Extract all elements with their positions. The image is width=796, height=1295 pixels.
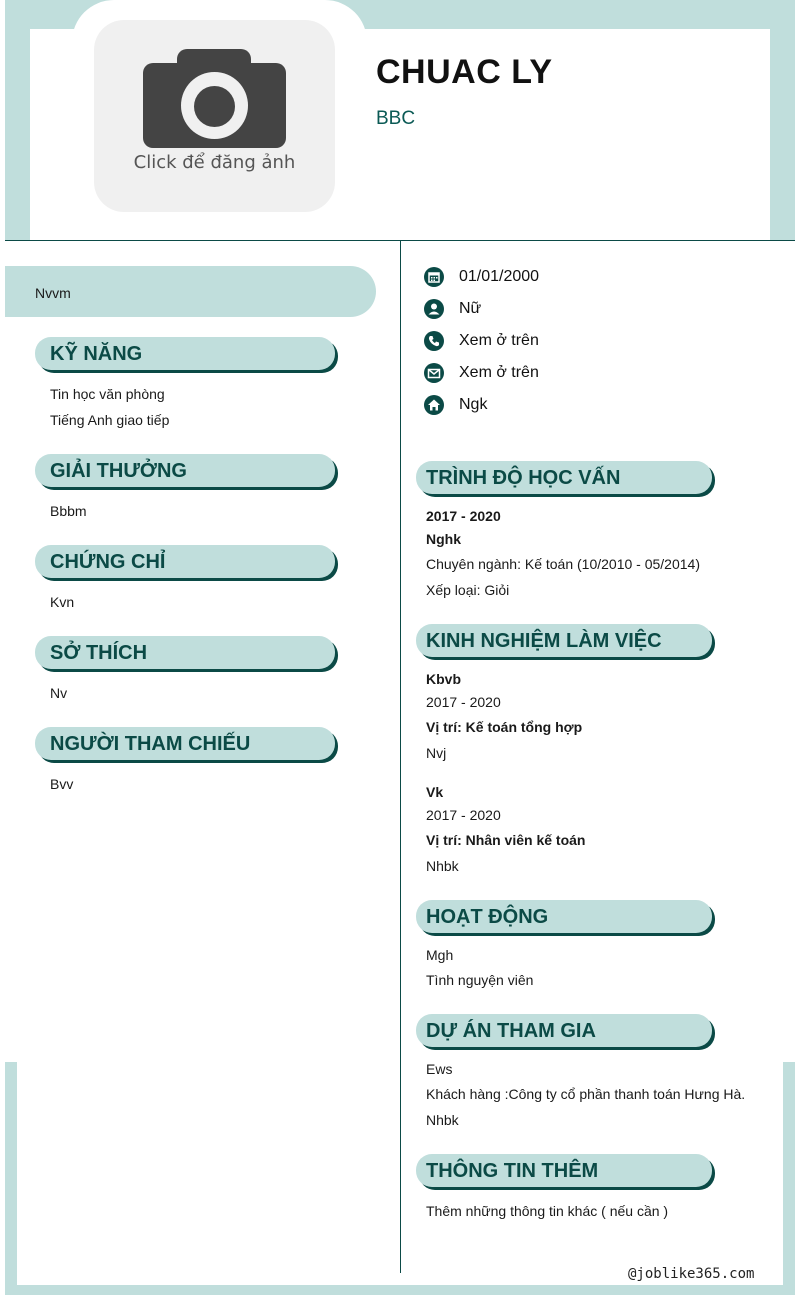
award-item: Bbbm: [50, 503, 87, 519]
home-icon: [424, 395, 444, 415]
education-grade: Xếp loại: Giỏi: [426, 582, 510, 598]
certificate-item: Kvn: [50, 594, 75, 610]
job-company: Kbvb: [426, 671, 461, 687]
education-major: Chuyên ngành: Kế toán (10/2010 - 05/2014): [426, 556, 700, 572]
project-item: Khách hàng :Công ty cổ phần thanh toán Hưng Hà.: [426, 1086, 746, 1102]
section-title: KỸ NĂNG: [50, 343, 143, 365]
section-heading-hobbies: [35, 636, 335, 669]
section-title: THÔNG TIN THÊM: [426, 1160, 599, 1182]
section-heading-awards: [35, 454, 335, 487]
frame-left: [5, 1062, 17, 1295]
section-heading-education: [416, 461, 712, 494]
job-period: 2017 - 2020: [426, 807, 501, 823]
section-heading-projects: [416, 1014, 712, 1047]
section-heading-skills: [35, 337, 335, 370]
job-period: 2017 - 2020: [426, 694, 501, 710]
section-title: CHỨNG CHỈ: [50, 551, 166, 573]
column-divider: [400, 241, 401, 1273]
section-title: TRÌNH ĐỘ HỌC VẤN: [426, 467, 621, 489]
user-icon: [424, 299, 444, 319]
address-text: Ngk: [459, 396, 488, 413]
section-heading-certificates: [35, 545, 335, 578]
candidate-title: BBC: [376, 108, 416, 129]
candidate-name: CHUAC LY: [376, 53, 553, 91]
hobby-item: Nv: [50, 685, 68, 701]
activity-item: Tình nguyện viên: [426, 972, 534, 988]
project-item: Ews: [426, 1061, 453, 1077]
section-title: GIẢI THƯỞNG: [50, 460, 187, 482]
phone-icon: [424, 331, 444, 351]
extra-info-item: Thêm những thông tin khác ( nếu cần ): [426, 1203, 669, 1219]
photo-upload-caption[interactable]: Click để đăng ảnh: [133, 152, 296, 173]
section-title: HOẠT ĐỘNG: [426, 906, 549, 928]
project-item: Nhbk: [426, 1112, 459, 1128]
job-description: Nvj: [426, 745, 447, 761]
section-heading-experience: [416, 624, 712, 657]
section-title: SỞ THÍCH: [50, 642, 148, 664]
camera-lens-inner: [194, 86, 235, 127]
section-title: NGƯỜI THAM CHIẾU: [50, 733, 251, 755]
birthdate-text: 01/01/2000: [459, 268, 540, 285]
gender-text: Nữ: [459, 300, 482, 317]
section-heading-activities: [416, 900, 712, 933]
reference-item: Bvv: [50, 776, 74, 792]
email-text: Xem ở trên: [459, 364, 539, 381]
section-heading-references: [35, 727, 335, 760]
job-position: Vị trí: Kế toán tổng hợp: [426, 719, 583, 735]
calendar-icon: [424, 267, 444, 287]
job-company: Vk: [426, 784, 444, 800]
section-title: KINH NGHIỆM LÀM VIỆC: [426, 630, 662, 652]
skill-item: Tiếng Anh giao tiếp: [50, 412, 170, 428]
email-icon: [424, 363, 444, 383]
activity-item: Mgh: [426, 947, 454, 963]
skill-item: Tin học văn phòng: [50, 386, 165, 402]
job-description: Nhbk: [426, 858, 459, 874]
section-heading-extra-info: [416, 1154, 712, 1187]
education-school: Nghk: [426, 531, 461, 547]
education-period: 2017 - 2020: [426, 508, 501, 524]
section-title: DỰ ÁN THAM GIA: [426, 1020, 596, 1042]
phone-text: Xem ở trên: [459, 332, 539, 349]
frame-bottom: [5, 1285, 795, 1295]
job-position: Vị trí: Nhân viên kế toán: [426, 832, 586, 848]
summary-text: Nvvm: [35, 285, 71, 301]
watermark: @joblike365.com: [628, 1266, 755, 1282]
photo-bubble-tail: [30, 195, 75, 240]
frame-right: [783, 1062, 795, 1295]
